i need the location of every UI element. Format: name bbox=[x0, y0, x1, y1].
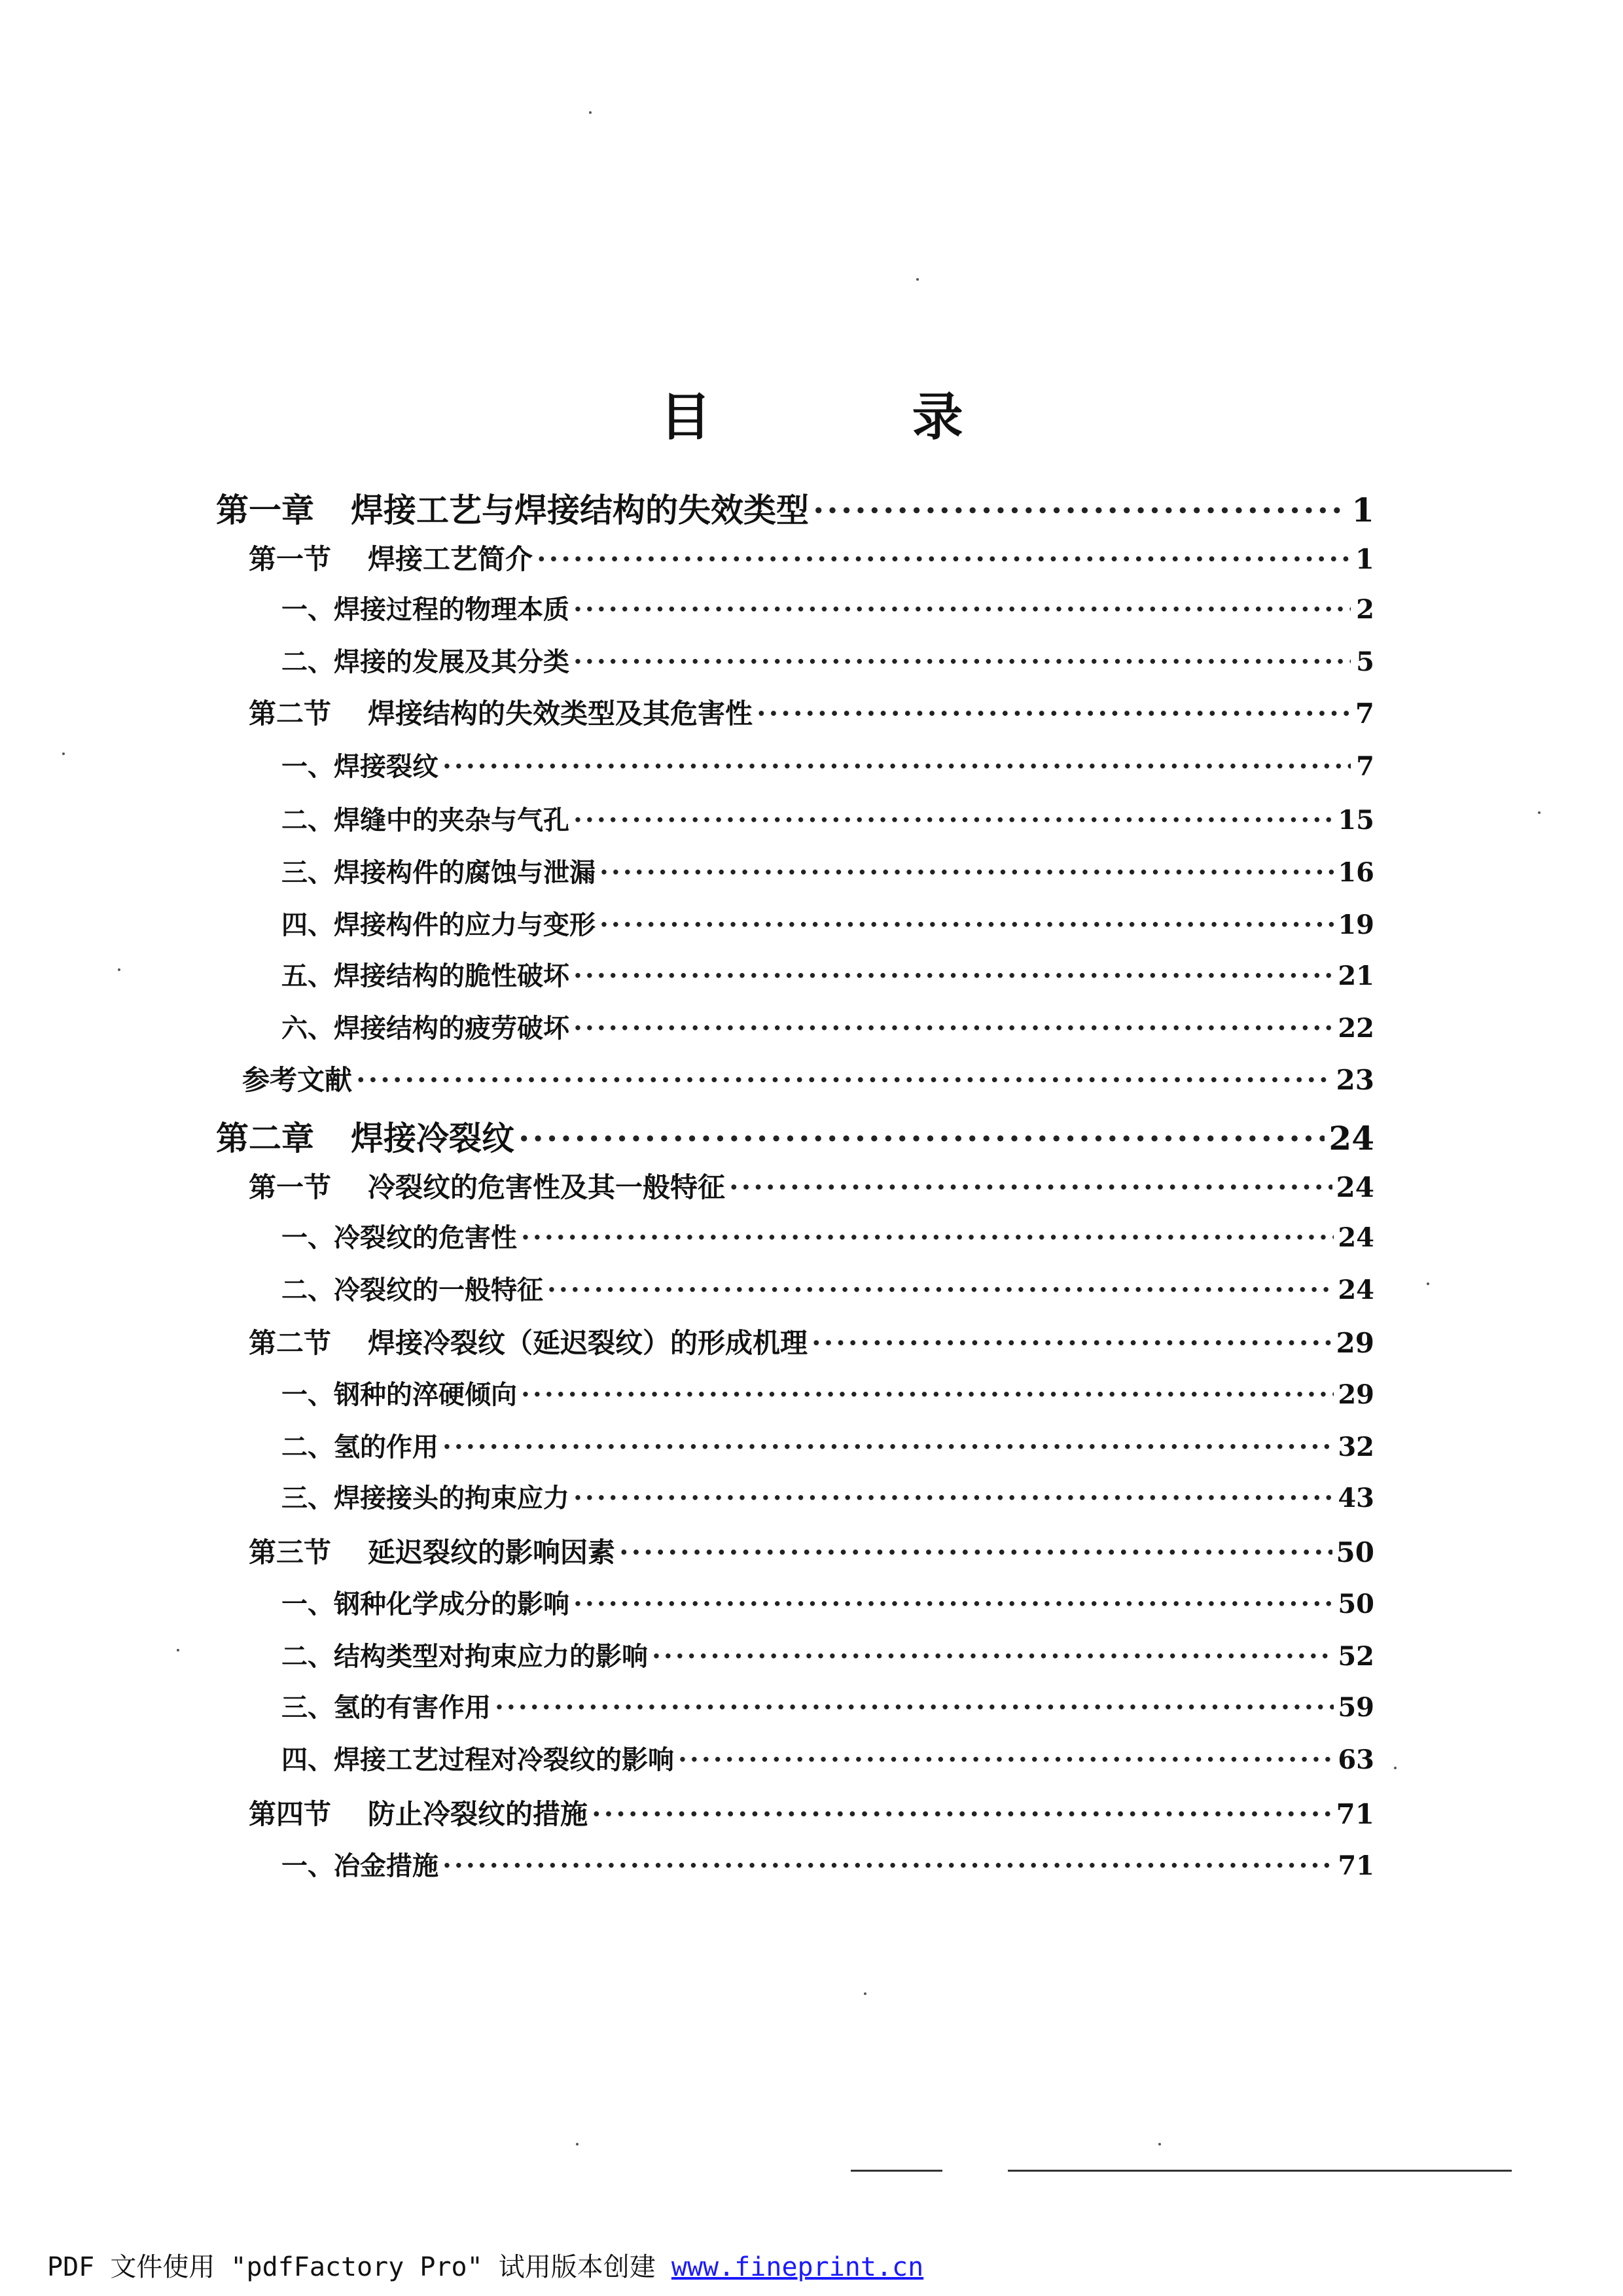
toc-item bbox=[281, 746, 1374, 783]
toc-entry-label: 第一节 bbox=[249, 1171, 332, 1203]
toc-entry-title bbox=[281, 1636, 648, 1673]
scan-speck bbox=[864, 1992, 866, 1995]
toc-page-number: 24 bbox=[1338, 1222, 1374, 1253]
toc-entry-title bbox=[249, 1531, 615, 1570]
toc-page-number: 71 bbox=[1336, 1798, 1374, 1830]
toc-entry-text: 二、结构类型对拘束应力的影响 bbox=[281, 1641, 648, 1672]
toc-item bbox=[281, 1636, 1374, 1673]
toc-page-number: 50 bbox=[1338, 1589, 1374, 1619]
toc-entry-text: 一、冶金措施 bbox=[281, 1850, 438, 1881]
scan-speck bbox=[118, 968, 120, 971]
toc-entry-text: 焊接工艺与焊接结构的失效类型 bbox=[351, 491, 809, 529]
toc-entry-text: 一、钢种化学成分的影响 bbox=[281, 1589, 569, 1619]
toc-page-number: 24 bbox=[1329, 1119, 1374, 1157]
toc-item bbox=[281, 1217, 1374, 1254]
toc-item bbox=[281, 852, 1374, 889]
dot-leader bbox=[495, 1692, 1334, 1723]
toc-entry-title bbox=[281, 904, 596, 942]
toc-item bbox=[281, 1477, 1374, 1515]
toc-section bbox=[242, 1059, 1374, 1098]
dot-leader bbox=[599, 910, 1334, 940]
toc-entry-text: 二、焊接的发展及其分类 bbox=[281, 646, 569, 677]
scan-speck bbox=[1538, 811, 1541, 814]
toc-entry-label: 第四节 bbox=[249, 1798, 332, 1830]
page-title: 目 录 bbox=[660, 387, 1055, 447]
dot-leader bbox=[537, 543, 1351, 575]
toc-entry-title bbox=[281, 589, 569, 626]
toc-entry-text: 延迟裂纹的影响因素 bbox=[368, 1536, 616, 1568]
footer-watermark bbox=[47, 2246, 923, 2284]
toc-entry-label: 第一节 bbox=[249, 543, 332, 575]
toc-entry-text: 焊接工艺简介 bbox=[368, 543, 533, 575]
toc-entry-title bbox=[281, 746, 438, 783]
toc-page-number: 21 bbox=[1338, 961, 1374, 991]
toc-entry-title bbox=[281, 800, 569, 837]
scan-speck bbox=[1158, 2143, 1161, 2146]
dot-leader bbox=[356, 1064, 1332, 1096]
toc-entry-text: 四、焊接工艺过程对冷裂纹的影响 bbox=[281, 1744, 674, 1775]
toc-page-number: 22 bbox=[1338, 1013, 1374, 1044]
toc-page-number: 1 bbox=[1355, 543, 1374, 575]
toc-page-number: 63 bbox=[1338, 1744, 1374, 1775]
toc-item bbox=[281, 1426, 1374, 1464]
toc-entry-text: 一、冷裂纹的危害性 bbox=[281, 1222, 517, 1253]
toc-page-number: 24 bbox=[1338, 1275, 1374, 1305]
toc-item bbox=[281, 1845, 1374, 1882]
dot-leader bbox=[573, 805, 1334, 836]
toc-entry-title bbox=[249, 1322, 808, 1361]
toc-page-number: 7 bbox=[1355, 698, 1374, 730]
toc-chapter bbox=[216, 484, 1374, 531]
dot-leader bbox=[599, 857, 1334, 888]
dot-leader bbox=[442, 1850, 1334, 1881]
toc-page-number: 24 bbox=[1336, 1171, 1374, 1203]
toc-section bbox=[249, 692, 1374, 732]
toc-section bbox=[249, 1793, 1374, 1832]
bottom-rule-long bbox=[1008, 2170, 1512, 2172]
toc-page-number: 50 bbox=[1336, 1536, 1374, 1568]
bottom-rule-short bbox=[851, 2170, 942, 2172]
toc-section bbox=[249, 1322, 1374, 1361]
toc-entry-label: 第二节 bbox=[249, 1327, 332, 1359]
toc-entry-text: 焊接冷裂纹（延迟裂纹）的形成机理 bbox=[368, 1327, 808, 1359]
dot-leader bbox=[573, 1013, 1334, 1044]
toc-entry-title bbox=[281, 1477, 569, 1515]
toc-entry-title bbox=[281, 1217, 517, 1254]
toc-entry-title bbox=[249, 1793, 588, 1832]
toc-entry-title bbox=[281, 1269, 543, 1307]
toc-page-number: 23 bbox=[1336, 1064, 1374, 1096]
toc-item bbox=[281, 800, 1374, 837]
toc-entry-title bbox=[281, 1008, 569, 1045]
toc-entry-text: 六、焊接结构的疲劳破坏 bbox=[281, 1013, 569, 1044]
dot-leader bbox=[573, 594, 1351, 625]
toc-item bbox=[281, 1583, 1374, 1621]
toc-page-number: 29 bbox=[1338, 1379, 1374, 1410]
toc-entry-label: 第一章 bbox=[216, 491, 314, 529]
scan-speck bbox=[916, 278, 919, 281]
dot-leader bbox=[592, 1798, 1332, 1830]
dot-leader bbox=[678, 1744, 1334, 1775]
toc-entry-title bbox=[281, 1687, 491, 1724]
dot-leader bbox=[757, 698, 1351, 730]
toc-entry-title bbox=[281, 955, 569, 993]
toc-entry-title bbox=[216, 484, 809, 531]
dot-leader bbox=[547, 1275, 1334, 1305]
toc-item bbox=[281, 955, 1374, 993]
toc-entry-title bbox=[281, 1739, 674, 1776]
toc-entry-label: 第二节 bbox=[249, 698, 332, 730]
toc-item bbox=[281, 589, 1374, 626]
dot-leader bbox=[573, 1589, 1334, 1619]
toc-page-number: 32 bbox=[1338, 1432, 1374, 1462]
toc-entry-title bbox=[249, 692, 753, 732]
toc-section bbox=[249, 1166, 1374, 1205]
toc-entry-text: 焊接冷裂纹 bbox=[351, 1119, 514, 1157]
toc-entry-text: 四、焊接构件的应力与变形 bbox=[281, 910, 596, 940]
toc-entry-text: 二、焊缝中的夹杂与气孔 bbox=[281, 805, 569, 836]
toc-item bbox=[281, 1687, 1374, 1724]
toc-page-number: 71 bbox=[1338, 1850, 1374, 1881]
dot-leader bbox=[652, 1641, 1334, 1672]
toc-entry-text: 冷裂纹的危害性及其一般特征 bbox=[368, 1171, 726, 1203]
toc-page-number: 15 bbox=[1338, 805, 1374, 836]
dot-leader bbox=[573, 646, 1351, 677]
footer-link[interactable]: www.fineprint.cn bbox=[671, 2252, 924, 2282]
dot-leader bbox=[518, 1119, 1325, 1157]
toc-page-number: 59 bbox=[1338, 1692, 1374, 1723]
toc-entry-text: 二、氢的作用 bbox=[281, 1432, 438, 1462]
toc-entry-label: 第三节 bbox=[249, 1536, 332, 1568]
toc-item bbox=[281, 1374, 1374, 1411]
toc-page-number: 2 bbox=[1356, 594, 1374, 625]
toc-entry-title bbox=[281, 1426, 438, 1464]
toc-entry-text: 一、焊接过程的物理本质 bbox=[281, 594, 569, 625]
toc-section bbox=[249, 1531, 1374, 1570]
toc-entry-text: 参考文献 bbox=[242, 1064, 353, 1096]
toc-entry-label: 第二章 bbox=[216, 1119, 314, 1157]
toc-item bbox=[281, 904, 1374, 942]
toc-item bbox=[281, 641, 1374, 679]
scan-speck bbox=[62, 752, 65, 755]
toc-item bbox=[281, 1739, 1374, 1776]
toc-page-number: 1 bbox=[1351, 491, 1374, 529]
toc-entry-title bbox=[249, 538, 533, 577]
dot-leader bbox=[442, 751, 1351, 782]
toc-entry-title bbox=[242, 1059, 352, 1098]
scan-speck bbox=[576, 2143, 579, 2146]
toc-entry-title bbox=[216, 1112, 514, 1159]
toc-entry-text: 焊接结构的失效类型及其危害性 bbox=[368, 698, 753, 730]
scan-speck bbox=[1427, 1282, 1429, 1285]
dot-leader bbox=[812, 1327, 1332, 1359]
toc-page-number: 43 bbox=[1338, 1483, 1374, 1513]
toc-chapter bbox=[216, 1112, 1374, 1159]
toc-page-number: 52 bbox=[1338, 1641, 1374, 1672]
scan-speck bbox=[589, 111, 592, 114]
toc-entry-title bbox=[281, 852, 596, 889]
toc-section bbox=[249, 538, 1374, 577]
toc-item bbox=[281, 1008, 1374, 1045]
dot-leader bbox=[442, 1432, 1334, 1462]
toc-entry-text: 一、钢种的淬硬倾向 bbox=[281, 1379, 517, 1410]
toc-entry-title bbox=[281, 1845, 438, 1882]
footer-text: PDF 文件使用 "pdfFactory Pro" 试用版本创建 bbox=[47, 2252, 671, 2282]
toc-item bbox=[281, 1269, 1374, 1307]
dot-leader bbox=[729, 1171, 1332, 1203]
toc-entry-title bbox=[281, 1583, 569, 1621]
dot-leader bbox=[573, 1483, 1334, 1513]
toc-page-number: 16 bbox=[1338, 857, 1374, 888]
toc-page-number: 7 bbox=[1356, 751, 1374, 782]
toc-page-number: 19 bbox=[1338, 910, 1374, 940]
dot-leader bbox=[813, 491, 1347, 529]
toc-entry-title bbox=[281, 1374, 517, 1411]
scan-speck bbox=[177, 1649, 179, 1651]
toc-page-number: 29 bbox=[1336, 1327, 1374, 1359]
toc-entry-text: 三、焊接接头的拘束应力 bbox=[281, 1483, 569, 1513]
toc-entry-text: 一、焊接裂纹 bbox=[281, 751, 438, 782]
toc-entry-text: 防止冷裂纹的措施 bbox=[368, 1798, 588, 1830]
toc-entry-title bbox=[281, 641, 569, 679]
scan-speck bbox=[1394, 1767, 1397, 1769]
dot-leader bbox=[521, 1222, 1334, 1253]
toc-entry-text: 二、冷裂纹的一般特征 bbox=[281, 1275, 543, 1305]
toc-entry-title bbox=[249, 1166, 725, 1205]
toc-page-number: 5 bbox=[1356, 646, 1374, 677]
toc-entry-text: 五、焊接结构的脆性破坏 bbox=[281, 961, 569, 991]
dot-leader bbox=[573, 961, 1334, 991]
toc-entry-text: 三、氢的有害作用 bbox=[281, 1692, 491, 1723]
dot-leader bbox=[619, 1536, 1332, 1568]
dot-leader bbox=[521, 1379, 1334, 1410]
toc-entry-text: 三、焊接构件的腐蚀与泄漏 bbox=[281, 857, 596, 888]
